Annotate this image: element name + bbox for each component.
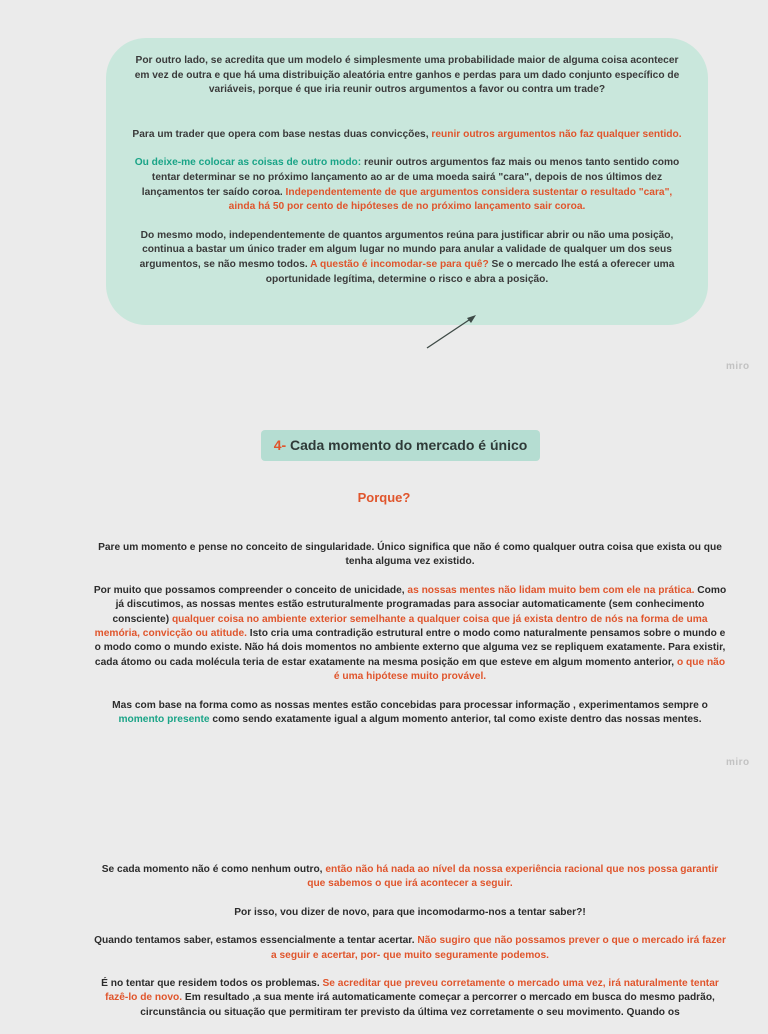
bubble-highlight: reunir outros argumentos não faz qualquer sentido. [431, 128, 682, 140]
section-title [261, 430, 540, 461]
section-title-text: Cada momento do mercado é único [286, 437, 528, 453]
paragraph-text: É no tentar que residem todos os problemas. [101, 978, 323, 990]
paragraph [92, 906, 728, 920]
bubble-paragraph-3 [130, 156, 684, 214]
paragraph [92, 699, 728, 728]
paragraph-text: Em resultado ,a sua mente irá automaticamente começar a percorrer o mercado em busca do mesmo padrão, circunstância ou situação que permitiram ter previsto da última vez corretamente o seu movimento. Quando os [140, 992, 715, 1018]
paragraph-text: Como já discutimos, as nossas mentes estão estruturalmente programadas para associar automaticamente (sem conhecimento consciente) [112, 584, 727, 625]
paragraph-text: Quando tentamos saber, estamos essencialmente a tentar acertar. [94, 935, 418, 947]
paragraph-text: como sendo exatamente igual a algum momento anterior, tal como existe dentro das nossas mentes. [209, 714, 702, 726]
paragraph-text: Mas com base na forma como as nossas mentes estão concebidas para processar informação , experimentamos sempre o [112, 699, 708, 711]
highlight-teal: momento presente [118, 714, 210, 726]
callout-bubble [106, 38, 708, 325]
section-number: 4- [273, 437, 287, 453]
paragraph [92, 934, 728, 963]
paragraph-text: Por muito que possamos compreender o conceito de unicidade, [93, 584, 408, 596]
bubble-paragraph-2 [130, 128, 684, 143]
bubble-text: Se o mercado lhe está a oferecer uma oportunidade legítima, determine o risco e abra a posição. [265, 258, 675, 285]
bubble-paragraph-4 [130, 229, 684, 287]
paragraph [92, 584, 728, 685]
bubble-text: reunir outros argumentos faz mais ou menos tanto sentido como tentar determinar se no próximo lançamento ao ar de uma moeda sairá "cara", depois de nos últimos dez lançamentos ter saído coroa. [141, 157, 680, 198]
miro-watermark: miro [726, 757, 750, 768]
paragraph [92, 977, 728, 1020]
bubble-highlight: Independentemente de que argumentos considera sustentar o resultado "cara", ainda há 50 por cento de hipóteses de no próximo lançamento sair coroa. [228, 186, 673, 213]
highlight: então não há nada ao nível da nossa experiência racional que nos possa garantir que sabemos o que irá acontecer a seguir. [307, 864, 719, 890]
highlight: Se acreditar que preveu corretamente o mercado uma vez, irá naturalmente tentar fazê-lo de novo. [105, 978, 719, 1004]
subheading-porque: Porque? [357, 490, 411, 505]
paragraph-text: Se cada momento não é como nenhum outro, [101, 864, 326, 875]
bubble-text: Para um trader que opera com base nestas duas convicções, [132, 128, 432, 140]
highlight: as nossas mentes não lidam muito bem com ele na prática. [407, 584, 695, 596]
text-block-2 [92, 863, 728, 1034]
connector-arrow-icon [420, 310, 484, 354]
bubble-paragraph-1 [130, 54, 684, 98]
highlight: Não sugiro que não possamos prever o que o mercado irá fazer a seguir e acertar, por- que muito seguramente podemos. [271, 935, 726, 961]
miro-watermark: miro [726, 361, 750, 372]
paragraph-text: Isto cria uma contradição estrutural entre o modo como naturalmente pensamos sobre o mundo e o modo como o mundo existe. Não há dois momentos no ambiente externo que alguma vez se repliquem exatamente. Para existir, cada átomo ou cada molécula teria de estar exatamente na mesma posição em que esteve em algum momento anterior, [94, 628, 726, 668]
paragraph [92, 541, 728, 570]
bubble-text: Do mesmo modo, independentemente de quantos argumentos reúna para justificar abrir ou não uma posição, continua a bastar um único trader em algum lugar no mundo para anular a validade de qualquer um dos seus argumentos, se não mesmo todos. [139, 229, 674, 270]
paragraph-text: Por isso, vou dizer de novo, para que incomodarmo-nos a tentar saber?! [234, 906, 586, 918]
bubble-highlight: A questão é incomodar-se para quê? [310, 258, 489, 270]
paragraph [92, 863, 728, 892]
bubble-text: Por outro lado, se acredita que um modelo é simplesmente uma probabilidade maior de alguma coisa acontecer em vez de outra e que há uma distribuição aleatória entre ganhos e perdas para um dado conjunto específico de variáveis, porque é que iria reunir outros argumentos a favor ou contra um trade? [134, 55, 680, 96]
highlight: qualquer coisa no ambiente exterior semelhante a qualquer coisa que já exista dentro de nós na forma de uma memória, convicção ou atitude. [94, 613, 708, 640]
paragraph-text: Pare um momento e pense no conceito de singularidade. Único significa que não é como qualquer outra coisa que exista ou que tenha alguma vez existido. [98, 542, 722, 568]
text-block-1 [92, 541, 728, 741]
highlight: o que não é uma hipótese muito provável. [333, 656, 726, 683]
bubble-highlight-teal: Ou deixe-me colocar as coisas de outro modo: [134, 157, 362, 169]
